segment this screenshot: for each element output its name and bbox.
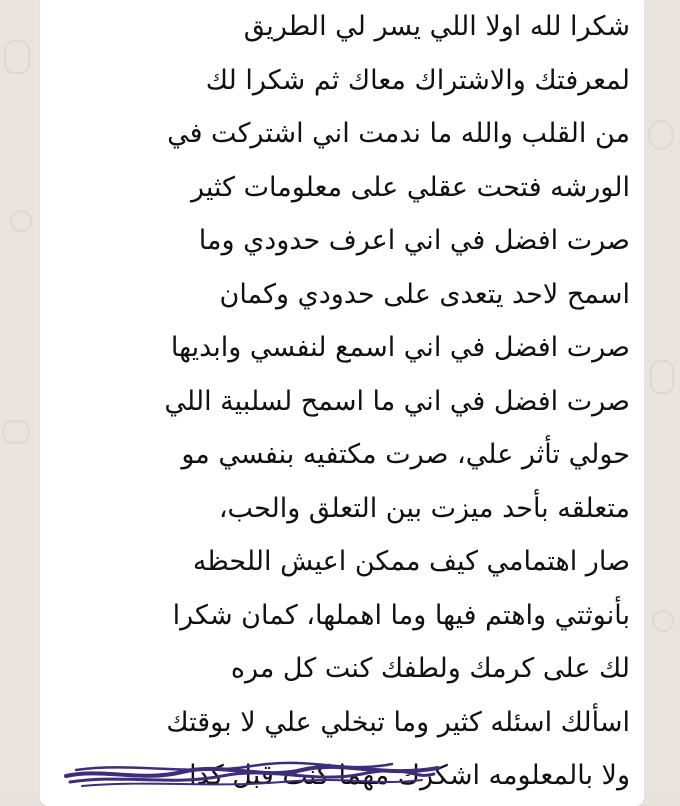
wallpaper-doodle-icon [648,120,674,150]
message-line: متعلقه بأحد ميزت بين التعلق والحب، [218,492,630,524]
redaction-scribble-icon [62,754,442,790]
message-line: بأنوثتي واهتم فيها وما اهملها، كمان شكرا [172,599,630,631]
message-line: من القلب والله ما ندمت اني اشتركت في [167,118,630,149]
wallpaper-doodle-icon [10,210,32,232]
message-line: شكرا لله اولا اللي يسر لي الطريق [243,11,630,42]
message-line: صرت افضل في اني اعرف حدودي وما [198,225,630,256]
wallpaper-doodle-icon [2,420,30,444]
message-line: اسمح لاحد يتعدى على حدودي وكمان [219,278,630,310]
message-line: حولي تأثر علي، صرت مكتفيه بنفسي مو [181,439,630,470]
message-line: صرت افضل في اني اسمع لنفسي وابديها [170,332,630,363]
wallpaper-doodle-icon [652,610,674,632]
message-line: ولا بالمعلومه اشكرك مهما كنت قبل كذا [189,760,630,791]
message-line: صار اهتمامي كيف ممكن اعيش اللحظه [192,546,630,577]
wallpaper-doodle-icon [4,40,30,74]
message-text [50,0,630,803]
message-line: اسألك اسئله كثير وما تبخلي علي لا بوقتك [166,706,630,738]
message-line: لك على كرمك ولطفك كنت كل مره [230,653,630,684]
message-line: الورشه فتحت عقلي على معلومات كثير [190,171,630,203]
message-line: لمعرفتك والاشتراك معاك ثم شكرا لك [205,64,630,96]
message-line: صرت افضل في اني ما اسمح لسلبية اللي [164,385,630,417]
message-bubble[interactable] [40,0,644,806]
wallpaper-doodle-icon [650,360,674,394]
